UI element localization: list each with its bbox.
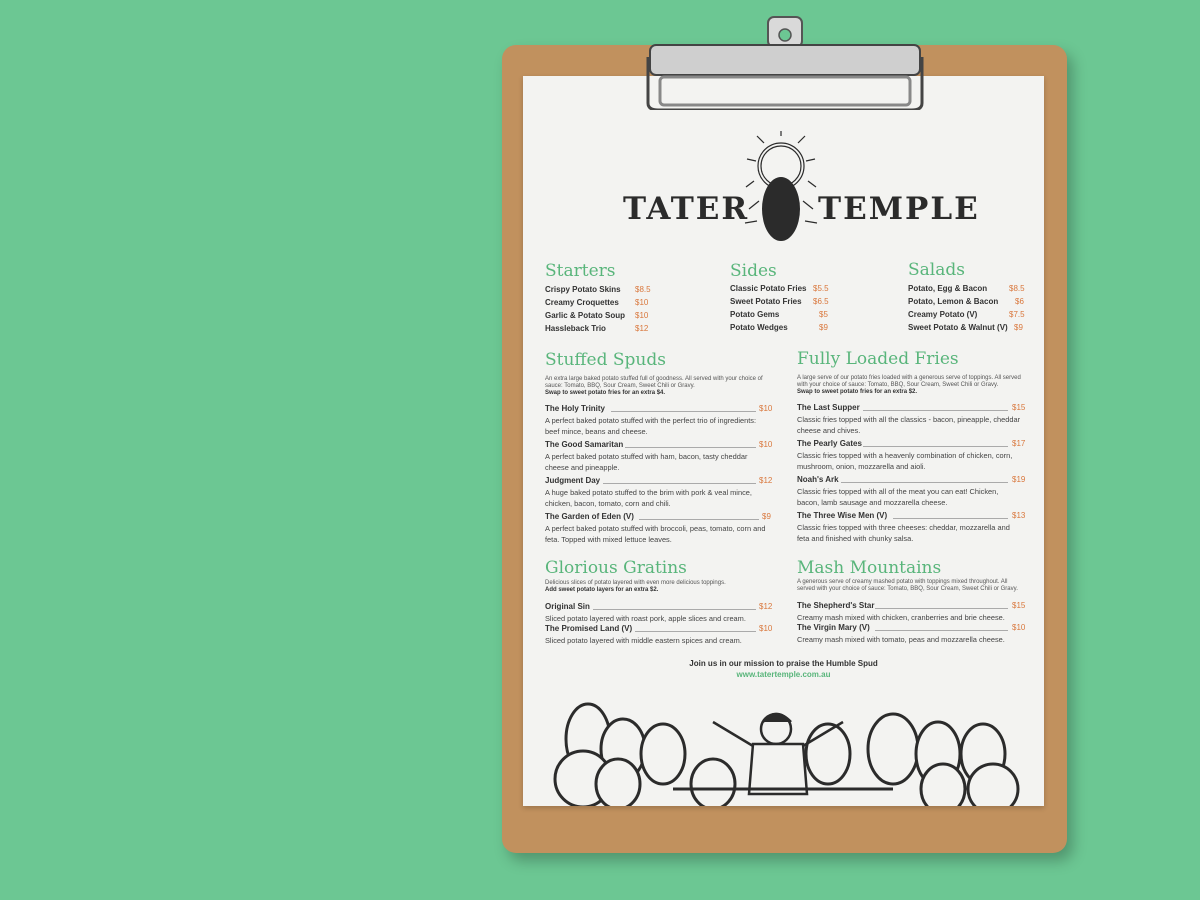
dot-leader [863, 446, 1008, 447]
starter-item: Garlic & Potato Soup [545, 311, 626, 320]
starter-price: $10 [635, 311, 649, 320]
starter-price: $8.5 [635, 285, 651, 294]
stuffed-spuds-title: Stuffed Spuds [545, 350, 666, 370]
gratin-desc: Sliced potato layered with middle eastern spices and cream. [545, 636, 742, 645]
salad-item: Potato, Lemon & Bacon [908, 297, 999, 306]
side-price: $6.5 [813, 297, 829, 306]
stuffed-desc: A perfect baked potato stuffed with the perfect trio of ingredients: beef mince, beans and cheese. [545, 416, 757, 436]
stuffed-item: The Garden of Eden (V) [545, 512, 634, 521]
starter-item: Hassleback Trio [545, 324, 606, 333]
dot-leader [875, 630, 1008, 631]
stuffed-item: The Holy Trinity [545, 404, 606, 413]
dot-leader [603, 483, 756, 484]
fries-item: The Three Wise Men (V) [797, 511, 888, 520]
stuffed-price: $12 [759, 476, 773, 485]
fries-intro: A large serve of our potato fries loaded with a generous serve of toppings. All served with your choice of sauce: Tomato, BBQ, Sour Cream, Sweet Chili or Gravy. [797, 375, 1021, 388]
mash-price: $10 [1012, 623, 1026, 632]
menu-paper [523, 76, 1044, 806]
salad-price: $8.5 [1009, 284, 1025, 293]
gratins-intro: Delicious slices of potato layered with even more delicious toppings. [545, 580, 726, 586]
gratins-intro-note: Add sweet potato layers for an extra $2. [545, 587, 659, 593]
dot-leader [863, 410, 1008, 411]
mash-desc: Creamy mash mixed with chicken, cranberries and brie cheese. [797, 613, 1005, 622]
clipboard-clip-icon [640, 15, 930, 110]
starter-item: Creamy Croquettes [545, 298, 619, 307]
starter-item: Crispy Potato Skins [545, 285, 621, 294]
dot-leader [893, 518, 1008, 519]
dot-leader [875, 608, 1008, 609]
starter-price: $10 [635, 298, 649, 307]
starters-title: Starters [545, 261, 616, 281]
fries-item: The Pearly Gates [797, 439, 862, 448]
stuffed-desc: A perfect baked potato stuffed with ham, bacon, tasty cheddar cheese and pineapple. [545, 452, 748, 472]
salad-price: $7.5 [1009, 310, 1025, 319]
sides-title: Sides [730, 261, 777, 281]
logo-text-right: TEMPLE [818, 191, 980, 227]
salads-title: Salads [908, 260, 965, 280]
stuffed-desc: A huge baked potato stuffed to the brim with pork & veal mince, chicken, bacon, tomato, corn and chili. [545, 488, 752, 508]
loaded-fries-title: Fully Loaded Fries [797, 349, 959, 369]
fries-desc: Classic fries topped with a heavenly combination of chicken, corn, mushroom, onion, mozzarella and aioli. [797, 451, 1013, 471]
stuffed-item: Judgment Day [545, 476, 601, 485]
fries-desc: Classic fries topped with all of the meat you can eat! Chicken, bacon, lamb sausage and mozzarella cheese. [797, 487, 999, 507]
fries-item: Noah's Ark [797, 475, 839, 484]
gratin-item: The Promised Land (V) [545, 624, 633, 633]
mash-intro: A generous serve of creamy mashed potato with toppings mixed throughout. All served with your choice of sauce: Tomato, BBQ, Sour Cream, Sweet Chili or Gravy. [797, 579, 1018, 592]
side-item: Potato Wedges [730, 323, 788, 332]
side-price: $5.5 [813, 284, 829, 293]
fries-price: $13 [1012, 511, 1026, 520]
stuffed-price: $9 [762, 512, 771, 521]
salad-price: $9 [1014, 323, 1023, 332]
salad-item: Sweet Potato & Walnut (V) [908, 323, 1008, 332]
stuffed-price: $10 [759, 404, 773, 413]
gratin-desc: Sliced potato layered with roast pork, apple slices and cream. [545, 614, 746, 623]
stuffed-price: $10 [759, 440, 773, 449]
dot-leader [639, 519, 759, 520]
dot-leader [611, 411, 756, 412]
side-price: $5 [819, 310, 828, 319]
salad-price: $6 [1015, 297, 1024, 306]
fries-item: The Last Supper [797, 403, 860, 412]
fries-desc: Classic fries topped with all the classics - bacon, pineapple, cheddar cheese and chives. [797, 415, 1021, 435]
dot-leader [841, 482, 1008, 483]
dot-leader [593, 609, 756, 610]
mash-price: $15 [1012, 601, 1026, 610]
dot-leader [625, 447, 756, 448]
footer-tagline: Join us in our mission to praise the Humble Spud [689, 659, 878, 668]
side-item: Classic Potato Fries [730, 284, 807, 293]
side-item: Potato Gems [730, 310, 780, 319]
fries-desc: Classic fries topped with three cheeses: cheddar, mozzarella and feta and finished with chunky salsa. [797, 523, 1010, 543]
salad-item: Creamy Potato (V) [908, 310, 978, 319]
gratin-price: $12 [759, 602, 773, 611]
potato-crowd-illustration [523, 694, 1044, 806]
logo-text-left: TATER [623, 191, 750, 227]
stuffed-intro-note: Swap to sweet potato fries for an extra $4. [545, 390, 666, 396]
mash-item: The Virgin Mary (V) [797, 623, 870, 632]
mash-title: Mash Mountains [797, 558, 942, 578]
starter-price: $12 [635, 324, 649, 333]
fries-price: $19 [1012, 475, 1026, 484]
mash-item: The Shepherd's Star [797, 601, 875, 610]
side-item: Sweet Potato Fries [730, 297, 802, 306]
gratins-title: Glorious Gratins [545, 558, 687, 578]
salad-item: Potato, Egg & Bacon [908, 284, 988, 293]
stuffed-intro: An extra large baked potato stuffed full of goodness. All served with your choice of sauce: Tomato, BBQ, Sour Cream, Sweet Chili or Gravy. [545, 376, 763, 389]
fries-price: $17 [1012, 439, 1026, 448]
stuffed-desc: A perfect baked potato stuffed with broccoli, peas, tomato, corn and feta. Topped with mixed lettuce leaves. [545, 524, 766, 544]
footer-website[interactable]: www.tatertemple.com.au [736, 670, 831, 679]
fries-intro-note: Swap to sweet potato fries for an extra $2. [797, 389, 918, 395]
side-price: $9 [819, 323, 828, 332]
dot-leader [635, 631, 756, 632]
stuffed-item: The Good Samaritan [545, 440, 624, 449]
gratin-price: $10 [759, 624, 773, 633]
fries-price: $15 [1012, 403, 1026, 412]
gratin-item: Original Sin [545, 602, 590, 611]
mash-desc: Creamy mash mixed with tomato, peas and mozzarella cheese. [797, 635, 1005, 644]
